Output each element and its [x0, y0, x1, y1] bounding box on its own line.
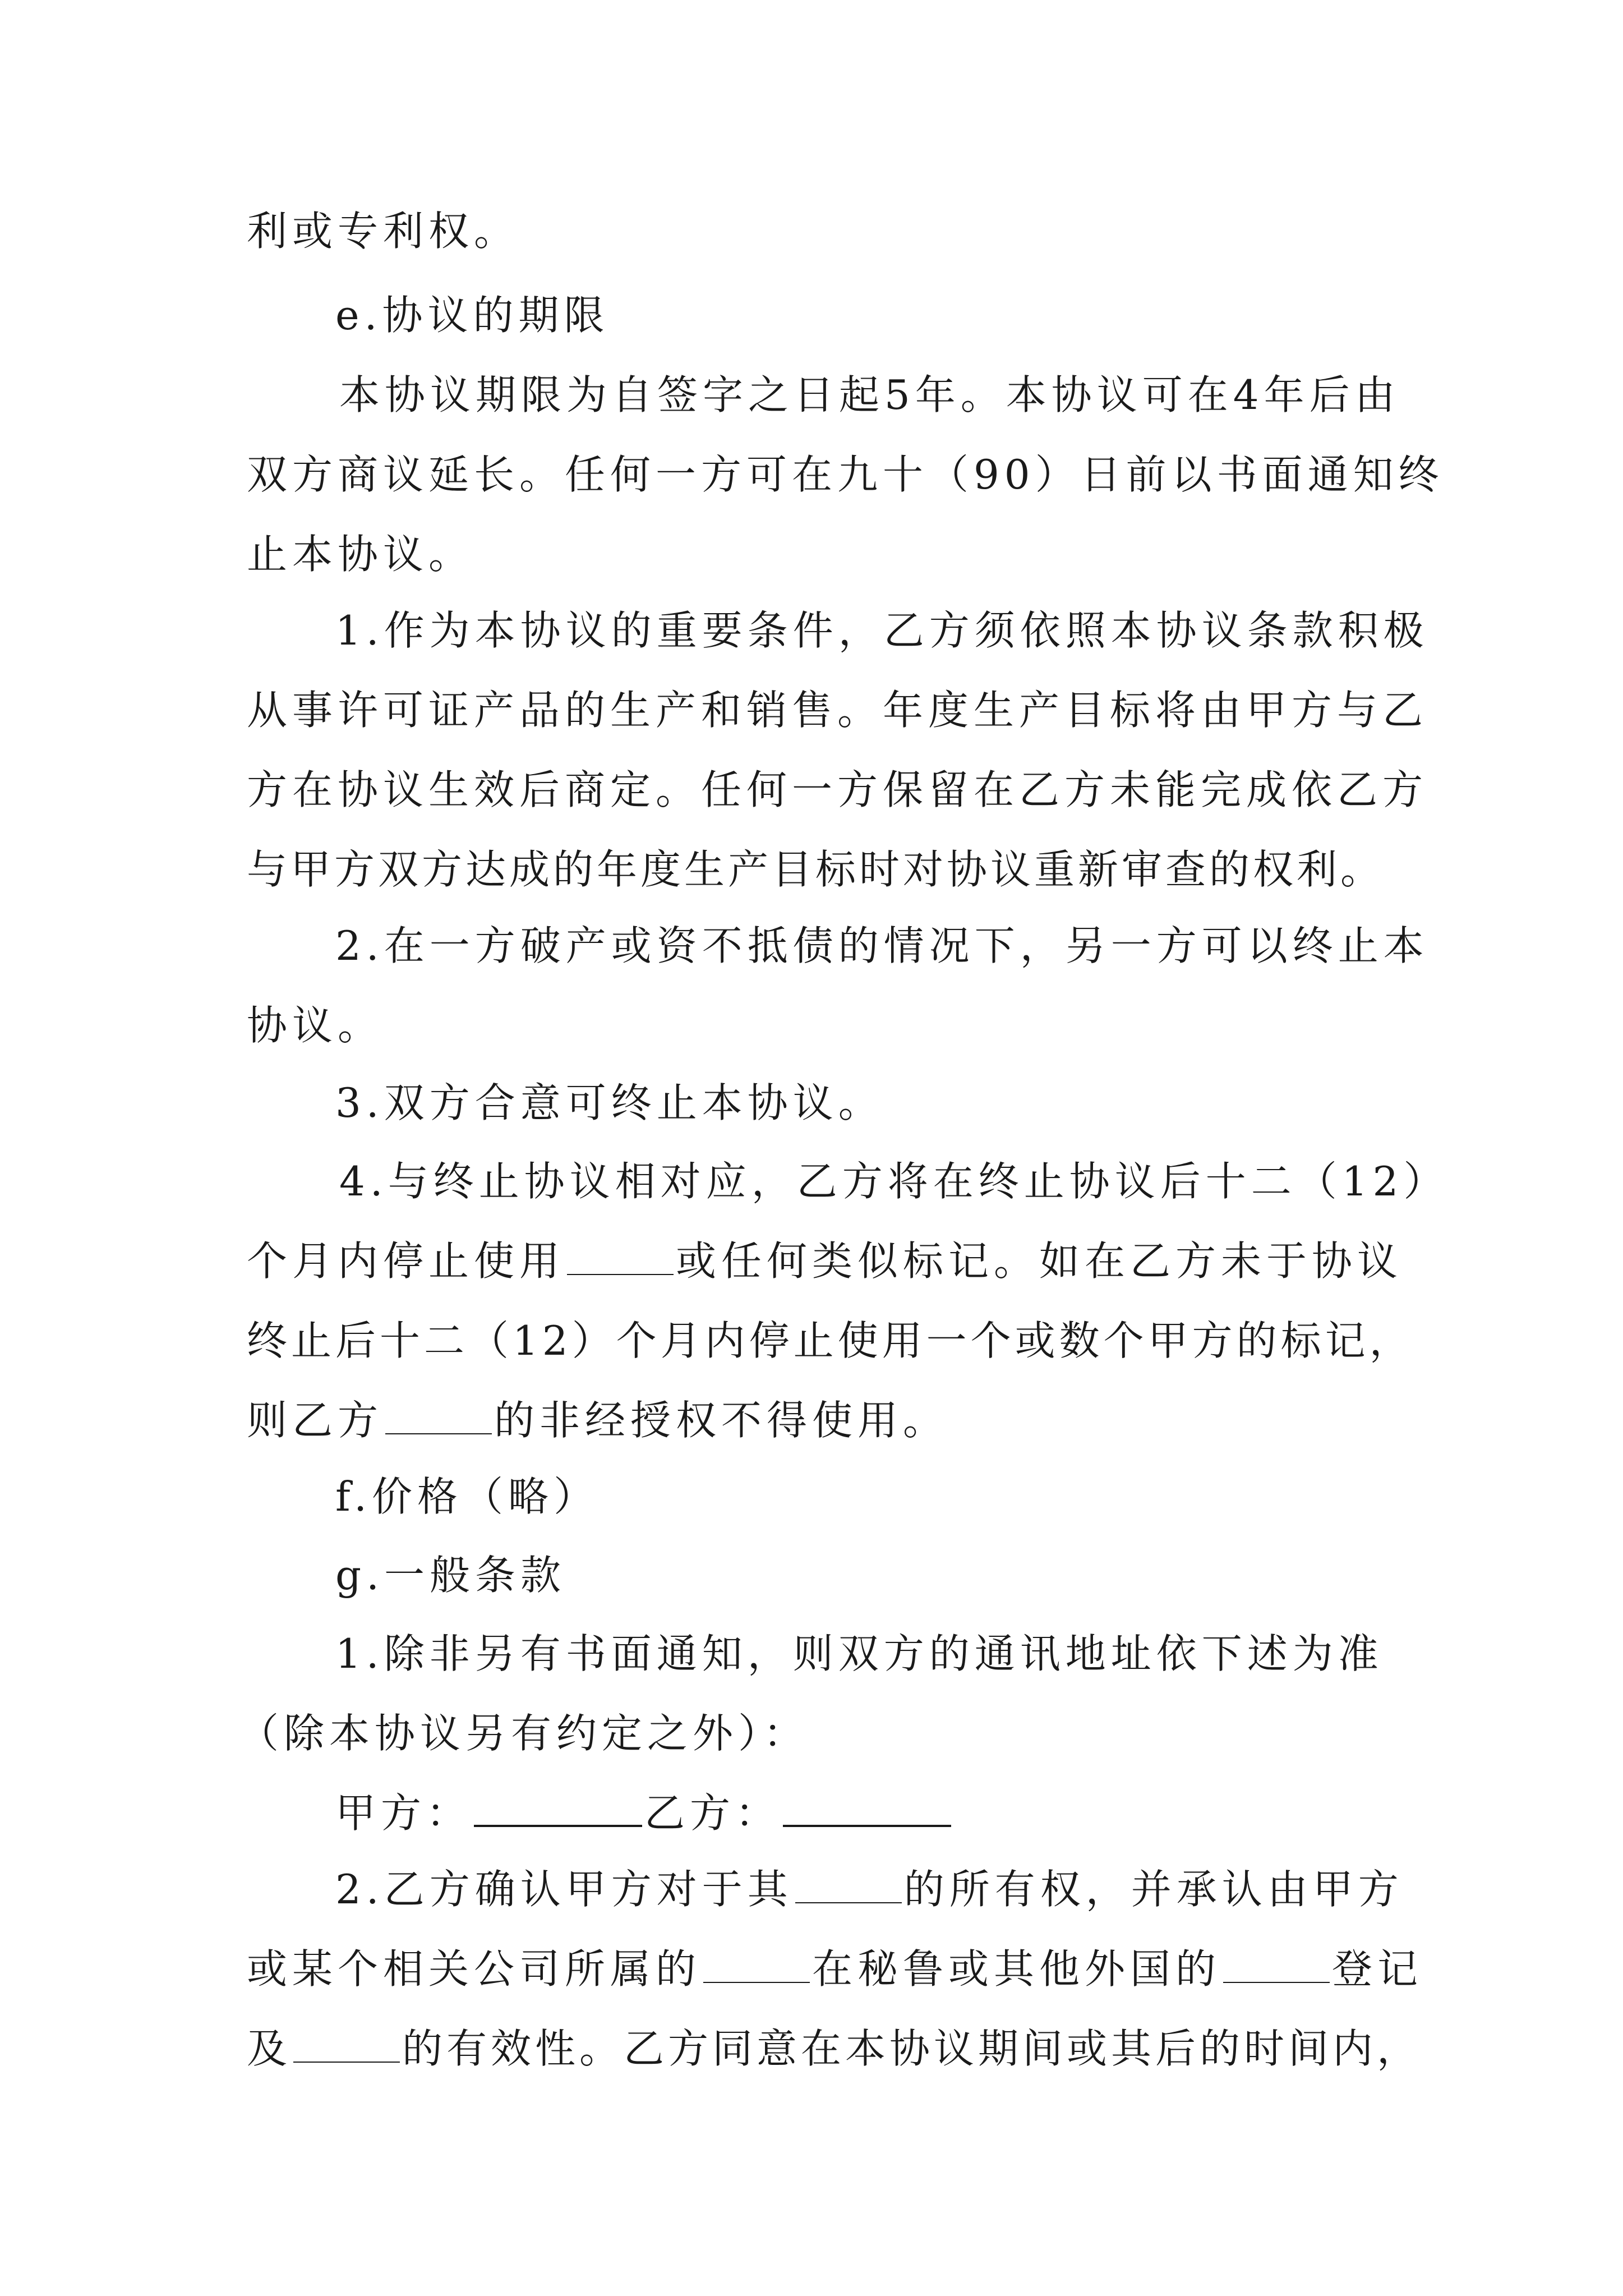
section-heading-g	[335, 1547, 566, 1603]
text-line-content: 1.除非另有书面通知，则双方的通讯地址依下述为准	[335, 1630, 1384, 1677]
text-line	[247, 762, 1428, 818]
section-heading-text: g.一般条款	[335, 1552, 566, 1599]
section-heading-e	[335, 287, 610, 343]
text-line-content: 则乙方	[247, 1397, 384, 1444]
fill-in-blank	[385, 1400, 492, 1434]
text-line-content: 的有效性。乙方同意在本协议期间或其后的时间内，	[402, 2025, 1422, 2072]
text-line-content: 或某个相关公司所属的	[247, 1945, 702, 1993]
text-line	[247, 447, 1444, 503]
text-line	[247, 841, 1384, 898]
text-line-with-blank	[247, 2021, 1421, 2077]
text-line-content: 利或专利权。	[247, 208, 520, 255]
text-line-content: （除本协议另有约定之外）：	[238, 1710, 809, 1757]
text-line	[335, 1075, 884, 1131]
text-line-content: 1.作为本协议的重要条件，乙方须依照本协议条款积极	[335, 607, 1429, 654]
fill-in-blank	[293, 2028, 400, 2063]
text-line-with-blank	[335, 1861, 1404, 1917]
text-line-content: 与甲方双方达成的年度生产目标时对协议重新审查的权利。	[247, 846, 1385, 893]
text-line-content: 双方商议延长。任何一方可在九十（90）日前以书面通知终	[247, 451, 1444, 498]
party-b-address-blank	[783, 1791, 951, 1827]
text-line	[335, 1626, 1384, 1682]
section-heading-text: f.价格（略）	[335, 1473, 599, 1520]
text-line	[339, 367, 1400, 423]
text-line-content: 的非经授权不得使用。	[494, 1397, 949, 1444]
text-line-content: 2.乙方确认甲方对于其	[335, 1866, 793, 1913]
text-line	[247, 997, 383, 1053]
party-a-address-blank	[474, 1791, 642, 1827]
fill-in-blank	[1223, 1948, 1330, 1983]
text-line-content: 协议。	[247, 1002, 384, 1049]
text-line	[247, 682, 1428, 738]
text-line	[339, 1153, 1449, 1209]
text-line-content: 3.双方合意可终止本协议。	[335, 1079, 884, 1126]
text-line-content: 或任何类似标记。如在乙方未于协议	[676, 1237, 1403, 1285]
section-heading-f	[335, 1469, 599, 1525]
fill-in-blank	[567, 1240, 674, 1275]
text-line	[335, 602, 1429, 659]
fill-in-blank	[703, 1948, 810, 1983]
text-line-content: 个月内停止使用	[247, 1237, 565, 1285]
text-line-content: 终止后十二（12）个月内停止使用一个或数个甲方的标记，	[247, 1317, 1414, 1364]
text-line-content: 从事许可证产品的生产和销售。年度生产目标将由甲方与乙	[247, 687, 1428, 734]
text-line-with-blank	[247, 1392, 948, 1448]
text-line-content: 登记	[1332, 1945, 1423, 1993]
text-line-content: 本协议期限为自签字之日起5年。本协议可在4年后由	[339, 371, 1400, 418]
section-heading-text: e.协议的期限	[335, 292, 610, 339]
text-line-with-blank	[247, 1233, 1403, 1289]
text-line-content: 2.在一方破产或资不抵债的情况下，另一方可以终止本	[335, 922, 1429, 969]
text-line	[247, 526, 474, 582]
text-line-with-blank	[247, 1941, 1423, 1997]
text-line-content: 止本协议。	[247, 531, 474, 578]
text-line	[247, 1313, 1414, 1369]
fill-in-blank	[795, 1869, 902, 1903]
text-line-content: 在秘鲁或其他外国的	[812, 1945, 1221, 1993]
text-line-content: 的所有权，并承认由甲方	[903, 1866, 1404, 1913]
party-b-label: 乙方：	[644, 1789, 781, 1837]
party-a-label: 甲方：	[335, 1789, 472, 1837]
text-line-content: 4.与终止协议相对应，乙方将在终止协议后十二（12）	[339, 1158, 1449, 1205]
party-address-line	[335, 1785, 953, 1841]
text-line	[247, 203, 519, 259]
text-line-content: 及	[247, 2025, 292, 2072]
text-line	[238, 1705, 809, 1761]
text-line	[335, 918, 1429, 974]
text-line-content: 方在协议生效后商定。任何一方保留在乙方未能完成依乙方	[247, 766, 1428, 813]
